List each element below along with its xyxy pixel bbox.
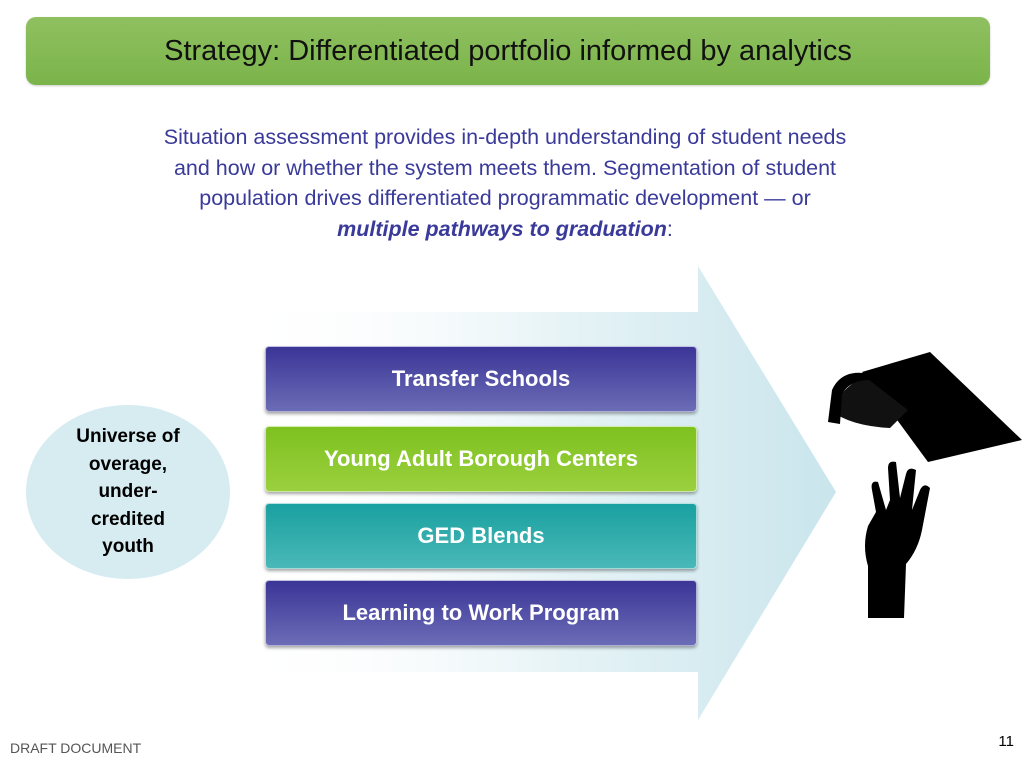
pathway-young-adult-borough-centers (265, 426, 697, 492)
pathway-transfer-schools (265, 346, 697, 412)
subtitle-emphasis: multiple pathways to graduation (337, 216, 667, 241)
pathway-label: Learning to Work Program (342, 600, 620, 625)
subtitle-tail: : (666, 216, 673, 241)
pathway-label: Transfer Schools (391, 366, 571, 391)
pathway-learning-to-work (265, 580, 697, 646)
page-number: 11 (998, 733, 1014, 750)
draft-label: DRAFT DOCUMENT (10, 740, 142, 756)
slide-title: Strategy: Differentiated portfolio informed by analytics (164, 34, 852, 67)
pathway-label: Young Adult Borough Centers (323, 446, 639, 471)
subtitle-line-2: and how or whether the system meets them. Segmentation of student (173, 155, 837, 180)
pathway-label: GED Blends (417, 523, 545, 548)
subtitle-line-3: population drives differentiated programmatic development — or (199, 186, 811, 210)
source-label: Universe of overage, under- credited youth (76, 426, 180, 558)
pathway-ged-blends (265, 503, 697, 569)
source-circle (26, 405, 230, 579)
subtitle-line-1: Situation assessment provides in-depth understanding of student needs (163, 125, 847, 149)
graduation-cap-and-hand-icon (810, 350, 1024, 620)
